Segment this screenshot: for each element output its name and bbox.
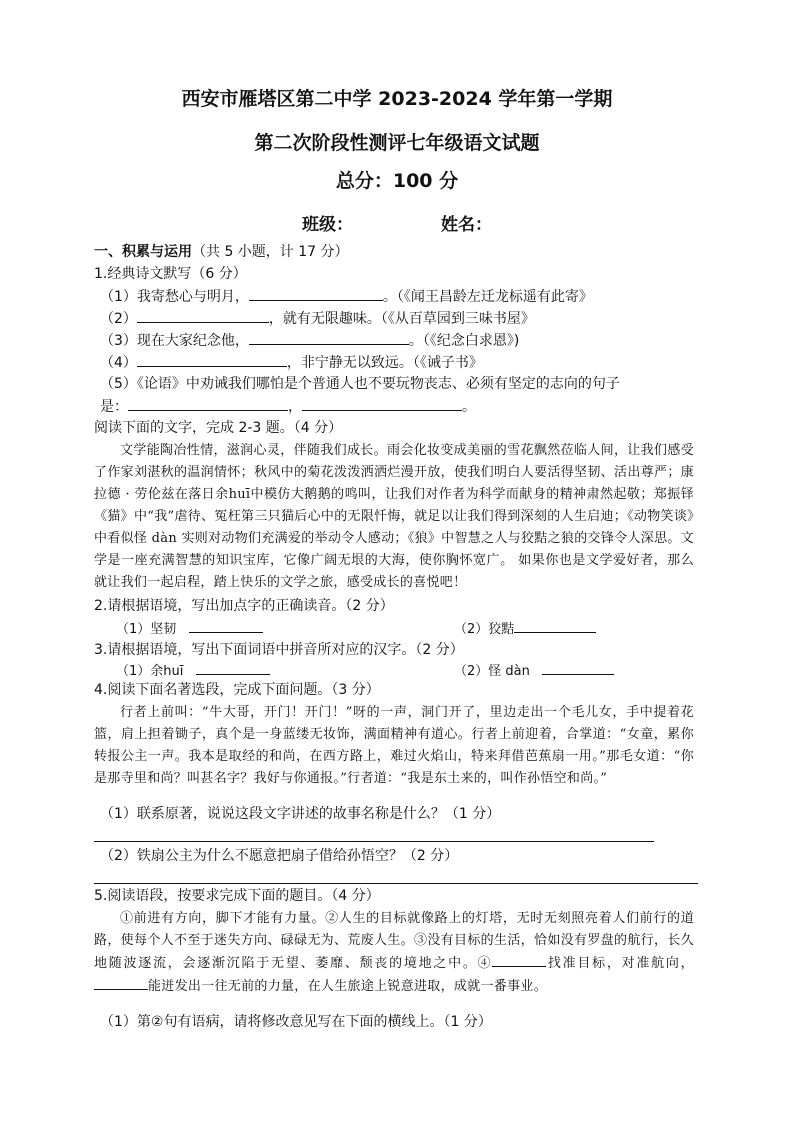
reading-passage-text: 文学能陶冶性情，滋润心灵，伴随我们成长。雨会化妆变成美丽的雪花飘然莅临人间，让我们感受了作家刘湛秋的温润情怀；秋风中的菊花泼泼洒洒烂漫开放，使我们明白人要活得坚韧、活出尊严；康拉德 · 劳伦兹在落日余huī中模仿大鹅鹅的鸣叫，让我们对作者为科学而献身的精神肃然起敬；郑振铎《猫》中“我”虐待、冤枉第三只猫后心中的无限忏悔，就足以让我们得到深刻的人生启迪；《动物笑谈》中看似怪 dàn 实则对动物们充满爱的举动令人感动；《狼》中智慧之人与狡黠之狼的交锋令人深思。文学是一座充满智慧的知识宝库，它像广阔无垠的大海，使你胸怀宽广。 如果你也是文学爱好者，那么就让我们一起启程，踏上快乐的文学之旅，感受成长的喜悦吧！ [94,443,694,590]
answer-line[interactable] [94,841,654,842]
answer-blank[interactable] [137,352,287,367]
q1-item3-source: 。（《纪念白求恩》) [408,333,520,349]
q1-stem: 1.经典诗文默写（6 分） [94,266,247,282]
reading-intro: 阅读下面的文字，完成 2-3 题。（4 分） [94,420,343,436]
q1-item3 [100,330,519,351]
answer-blank[interactable] [137,308,269,323]
q2-item2-text: （2）狡黠 [454,622,515,637]
answer-blank[interactable] [94,975,148,990]
q5-passage-part2: 找准目标，对准航向， [546,956,694,971]
q2-item2 [454,618,596,640]
q4-stem: 4.阅读下面名著选段，完成下面问题。（3 分） [94,682,380,698]
q2-item1-text: （1）坚韧 [116,622,177,637]
q3-item2-text: （2）怪 dàn [454,664,530,679]
total-score: 总分：100 分 [335,170,459,192]
q1-item2 [100,308,535,329]
q1-item5-prefix: 是： [100,399,128,415]
answer-blank[interactable] [249,286,383,301]
answer-blank[interactable] [302,396,462,411]
answer-blank[interactable] [249,330,409,345]
q5-passage-part3: 能迸发出一往无前的力量，在人生旅途上锐意进取，成就一番事业。 [148,979,548,994]
section-heading [94,242,349,262]
q1-item3-text: （3）现在大家纪念他， [100,333,249,349]
q5-passage-text [94,908,694,998]
q1-item1-source: 。（《闻王昌龄左迁龙标遥有此寄》 [382,289,593,305]
class-label: 班级： [302,215,353,235]
q1-item2-text: （2） [100,311,137,327]
q4-sub2: （2）铁扇公主为什么不愿意把扇子借给孙悟空？（2 分） [100,848,459,864]
q5-passage [94,908,694,998]
answer-line[interactable] [94,883,698,884]
q2-stem: 2.请根据语境，写出加点字的正确读音。（2 分） [94,598,394,614]
q1-item2-source: ，就有无限趣味。（《从百草园到三味书屋》 [268,311,535,327]
answer-blank[interactable] [189,618,263,633]
answer-blank[interactable] [514,618,596,633]
q1-item5-answer [100,396,476,417]
q2-item1 [116,618,263,640]
answer-blank[interactable] [492,952,546,967]
q1-item4-text: （4） [100,355,137,371]
answer-blank[interactable] [196,660,270,675]
q4-sub1: （1）联系原著，说说这段文字讲述的故事名称是什么？（1 分） [100,806,501,822]
q5-passage-part1: ①前进有方向，脚下才能有力量。②人生的目标就像路上的灯塔，无时无刻照亮着人们前行的道路，使每个人不至于迷失方向、碌碌无为、荒废人生。③没有目标的生活，恰如没有罗盘的航行，长久地随波逐流，会逐渐沉陷于无望、萎靡、颓丧的境地之中。④ [94,911,694,971]
q4-passage-text: 行者上前叫：“牛大哥，开门！开门！”呀的一声，洞门开了，里边走出一个毛儿女，手中提着花篮，肩上担着锄子，真个是一身蓝缕无妆饰，满面精神有道心。行者上前迎着，合掌道：“女童，累你转报公主一声。我本是取经的和尚，在西方路上，难过火焰山，特来拜借芭蕉扇一用。”那毛女道：“你是那寺里和尚？叫甚名字？我好与你通报。”行者道：“我是东土来的，叫作孙悟空和尚。” [94,705,694,786]
answer-blank[interactable] [542,660,614,675]
q3-item2 [454,660,614,682]
student-info [0,210,794,235]
q3-stem: 3.请根据语境，写出下面词语中拼音所对应的汉字。（2 分） [94,642,464,658]
exam-title-school: 西安市雁塔区第二中学 2023-2024 学年第一学期 [181,88,613,110]
answer-blank[interactable] [128,396,288,411]
q1-item5-comma: ， [288,399,302,415]
q3-item1 [116,660,270,682]
q1-item5: （5）《论语》中劝诫我们哪怕是个普通人也不要玩物丧志、必须有坚定的志向的句子 [100,376,620,392]
section-note: （共 5 小题，计 17 分） [192,244,349,260]
q4-passage [94,702,694,790]
name-label: 姓名： [441,215,492,235]
q1-item1-text: （1）我寄愁心与明月， [100,289,249,305]
q5-sub1: （1）第②句有语病，请将修改意见写在下面的横线上。（1 分） [100,1014,492,1030]
exam-title-subject: 第二次阶段性测评七年级语文试题 [254,132,540,154]
section-title: 一、积累与运用 [94,244,192,260]
q1-item5-period: 。 [462,399,476,415]
q1-item4-source: ，非宁静无以致远。（《诫子书》 [286,355,483,371]
q1-item4 [100,352,483,373]
q1-item1 [100,286,593,307]
reading-passage [94,440,694,594]
q5-stem: 5.阅读语段，按要求完成下面的题目。（4 分） [94,888,380,904]
q3-item1-text: （1）余huī [116,664,184,679]
